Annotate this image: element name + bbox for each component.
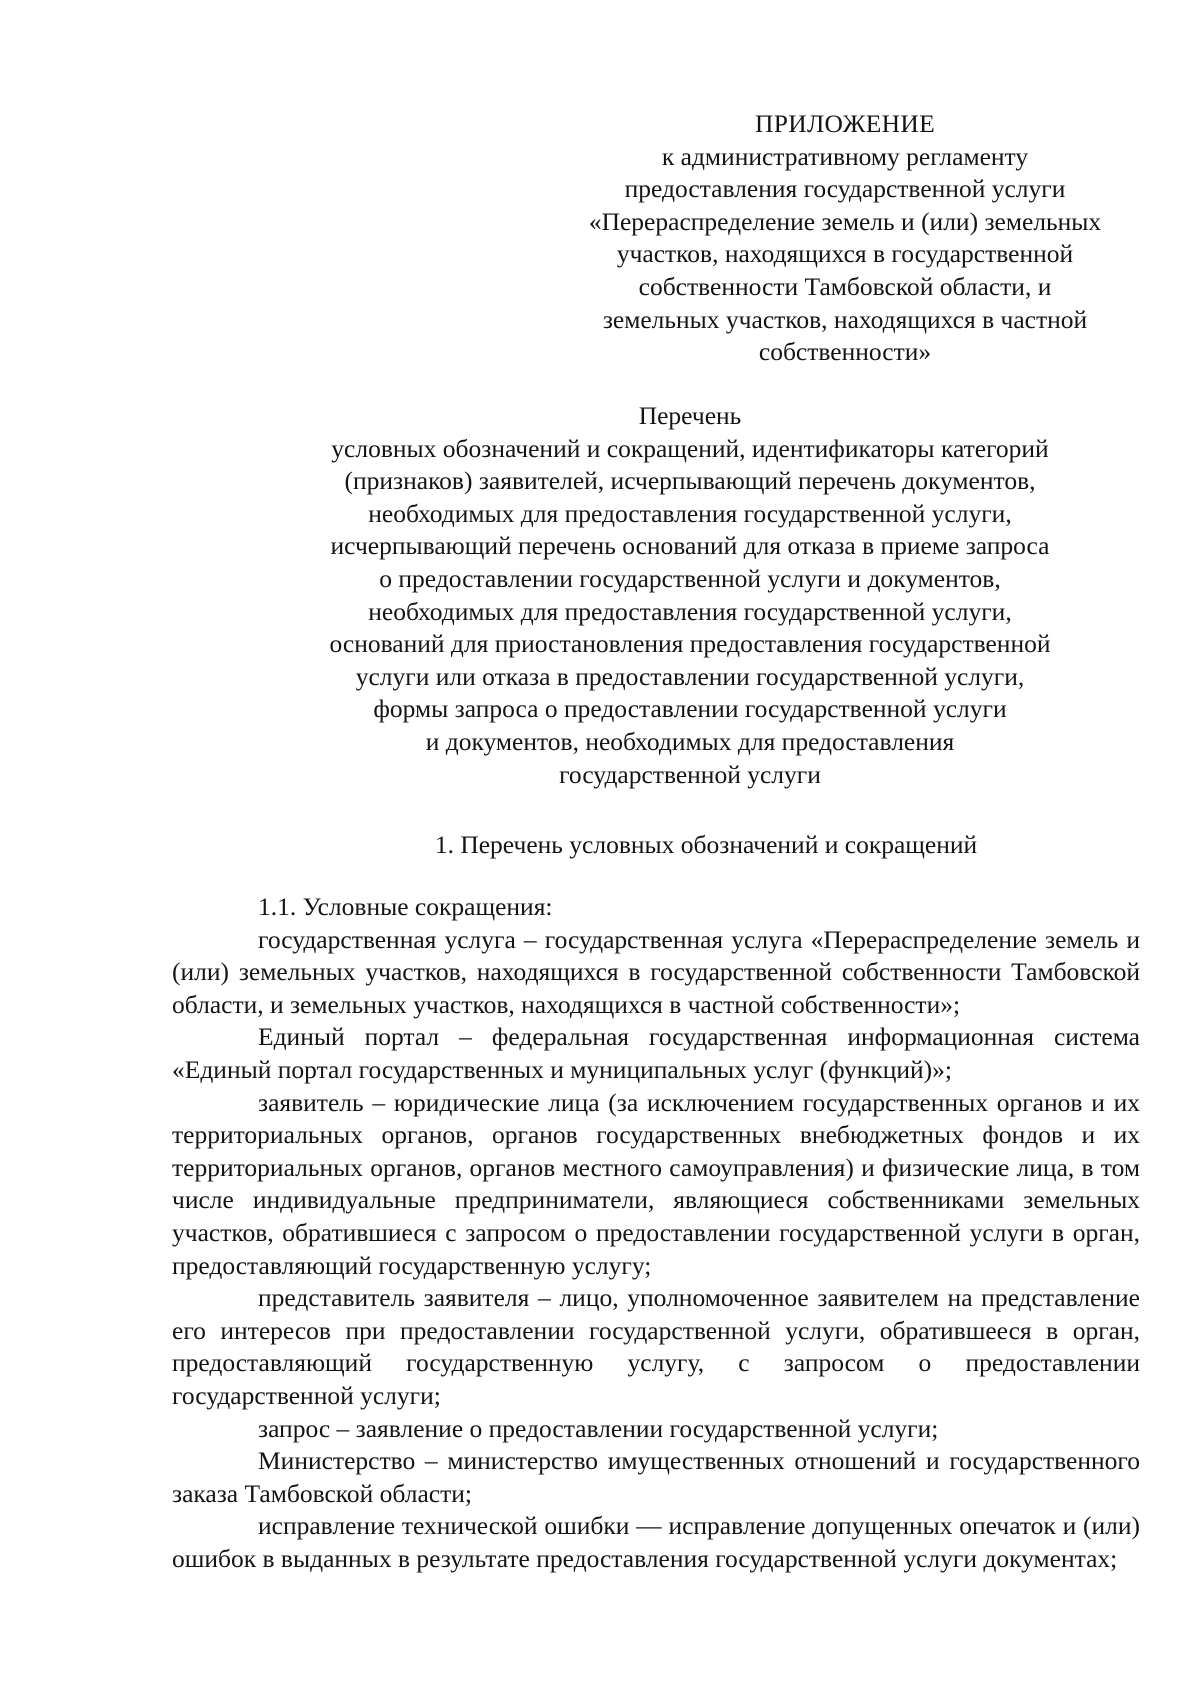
appendix-line: участков, находящихся в государственной xyxy=(616,239,1074,269)
definition-paragraph: запрос – заявление о предоставлении государственной услуги; xyxy=(258,1413,939,1443)
appendix-line: к административному регламенту xyxy=(661,141,1029,171)
heading-line: о предоставлении государственной услуги и документов, xyxy=(379,563,1001,593)
definition-paragraph: государственная услуга – государственная услуга «Перераспределение земель и (или) земельных участков, находящихся в государственной собственности Тамбовской области, и земельных участков, находящихся в частной собственности»; xyxy=(172,924,1140,1019)
heading-line: условных обозначений и сокращений, идентификаторы категорий xyxy=(331,433,1049,463)
heading-line: необходимых для предоставления государственной услуги, xyxy=(368,498,1012,528)
heading-line: исчерпывающий перечень оснований для отказа в приеме запроса xyxy=(330,531,1050,561)
appendix-line: земельных участков, находящихся в частной xyxy=(602,304,1088,334)
document-body xyxy=(172,891,1140,1575)
appendix-line: предоставления государственной услуги xyxy=(624,174,1066,204)
heading-line: услуги или отказа в предоставлении государственной услуги, xyxy=(355,661,1025,691)
definition-paragraph: Единый портал – федеральная государственная информационная система «Единый портал государственных и муниципальных услуг (функций)»; xyxy=(172,1022,1140,1084)
heading-line: и документов, необходимых для предоставления xyxy=(425,726,955,756)
appendix-title: ПРИЛОЖЕНИЕ xyxy=(755,109,935,138)
definition-paragraph: заявитель – юридические лица (за исключением государственных органов и их территориальных органов, органов государственных внебюджетных фондов и их территориальных органов, органов местного самоуправления) и физические лица, в том числе индивидуальные предприниматели, являющиеся собственниками земельных участков, обратившиеся с запросом о предоставлении государственной услуги в орган, предоставляющий государственную услугу; xyxy=(172,1087,1140,1280)
appendix-line: собственности» xyxy=(758,337,932,367)
definition-paragraph: исправление технической ошибки — исправление допущенных опечаток и (или) ошибок в выданных в результате предоставления государственной услуги документах; xyxy=(172,1511,1140,1573)
heading-line: государственной услуги xyxy=(559,759,821,789)
heading-line: Перечень xyxy=(638,401,742,430)
document-heading xyxy=(268,400,1112,791)
heading-line: необходимых для предоставления государственной услуги, xyxy=(368,596,1012,626)
definition-paragraph: представитель заявителя – лицо, уполномоченное заявителем на представление его интересов при предоставлении государственной услуги, обратившееся в орган, предоставляющий государственную услугу, с запросом о предоставлении государственной услуги; xyxy=(172,1283,1140,1410)
definition-paragraph: Министерство – министерство имущественных отношений и государственного заказа Тамбовской области; xyxy=(172,1446,1140,1508)
heading-line: формы запроса о предоставлении государственной услуги xyxy=(373,694,1007,724)
section-title: 1. Перечень условных обозначений и сокращений xyxy=(434,830,978,859)
heading-line: оснований для приостановления предоставления государственной xyxy=(329,629,1051,659)
heading-line: (признаков) заявителей, исчерпывающий перечень документов, xyxy=(344,466,1036,496)
appendix-block xyxy=(560,108,1130,369)
appendix-line: собственности Тамбовской области, и xyxy=(638,271,1052,301)
subsection-title: 1.1. Условные сокращения: xyxy=(258,892,553,921)
appendix-line: «Перераспределение земель и (или) земельных xyxy=(588,206,1102,236)
